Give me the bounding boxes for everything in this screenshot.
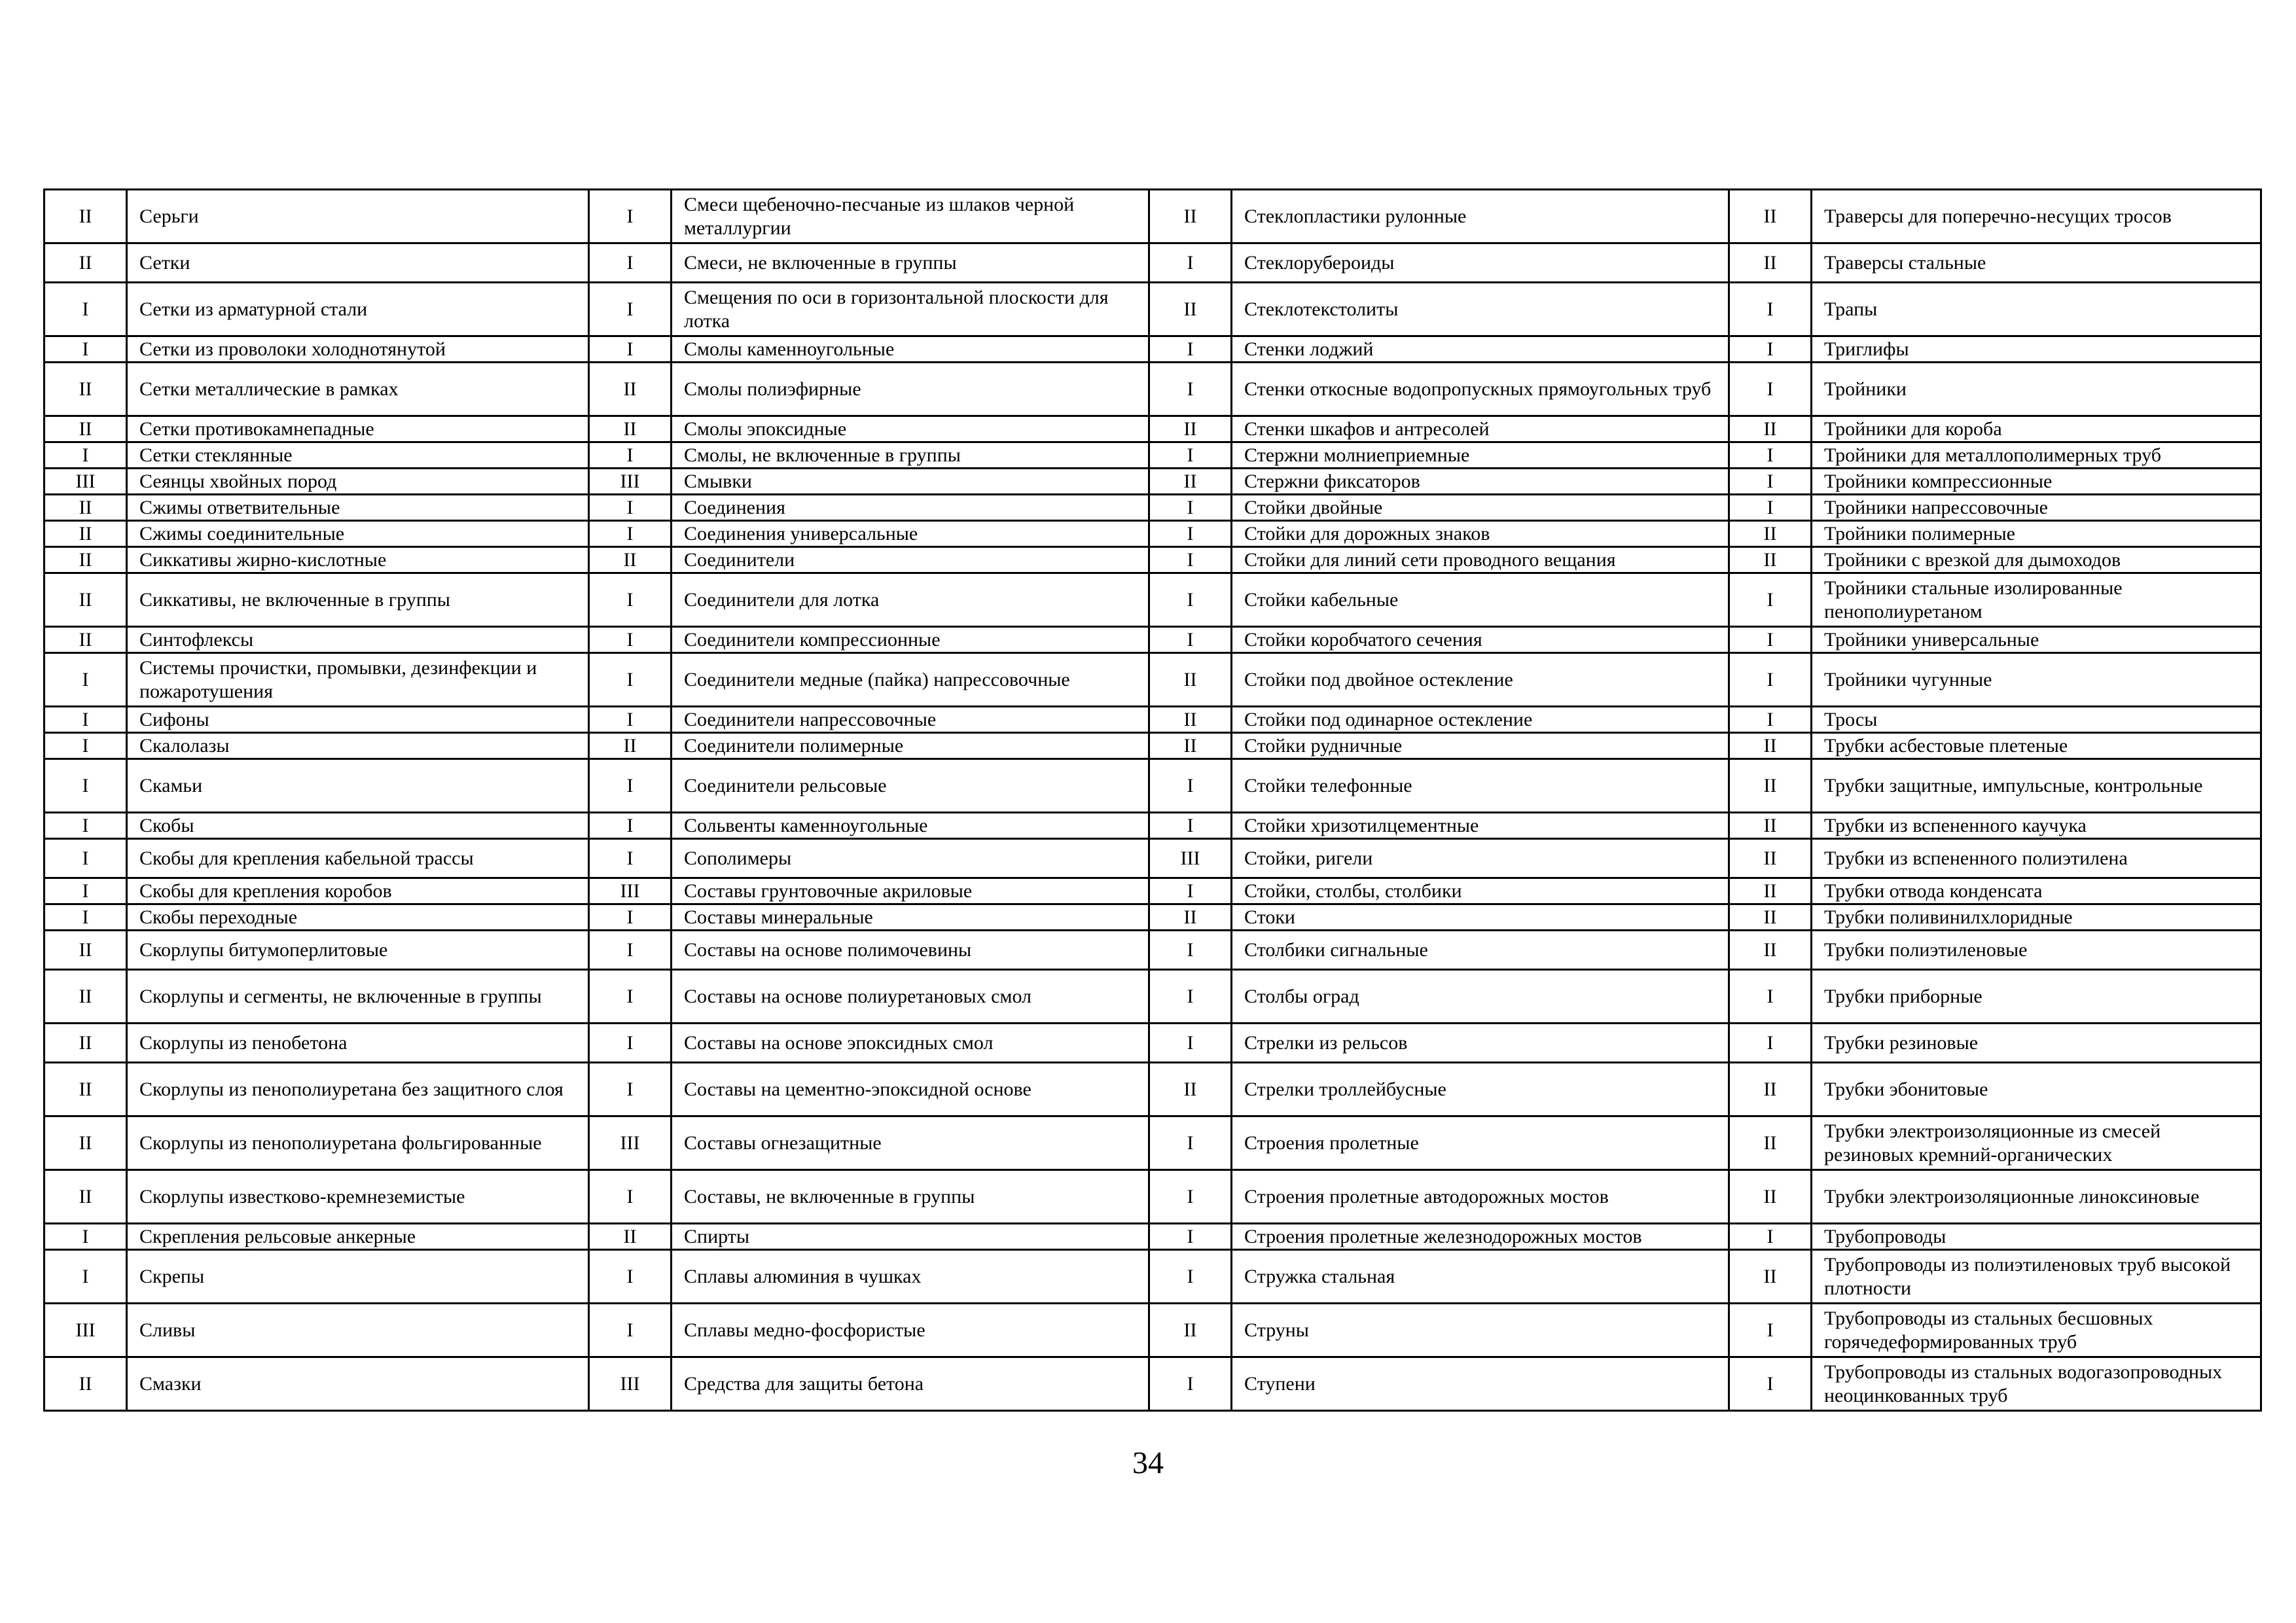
class-cell: I	[1729, 573, 1812, 627]
material-name-cell: Скобы переходные	[127, 904, 589, 931]
class-cell: I	[1149, 878, 1232, 904]
class-cell: II	[1149, 469, 1232, 495]
class-cell: I	[45, 1224, 127, 1250]
material-name-cell: Струны	[1232, 1304, 1729, 1357]
material-name-cell: Трубки из вспененного каучука	[1812, 813, 2261, 839]
material-name-cell: Серьги	[127, 190, 589, 243]
class-cell: I	[589, 573, 672, 627]
material-name-cell: Скорлупы из пенополиуретана без защитного слоя	[127, 1063, 589, 1116]
material-name-cell: Соединения	[672, 495, 1149, 521]
table-row	[45, 1250, 2261, 1304]
class-cell: I	[589, 336, 672, 363]
material-name-cell: Составы на основе полиуретановых смол	[672, 970, 1149, 1024]
class-cell: II	[1729, 813, 1812, 839]
material-name-cell: Траверсы для поперечно-несущих тросов	[1812, 190, 2261, 243]
class-cell: III	[45, 469, 127, 495]
material-name-cell: Трубки отвода конденсата	[1812, 878, 2261, 904]
material-name-cell: Смеси щебеночно-песчаные из шлаков черной металлургии	[672, 190, 1149, 243]
material-name-cell: Скобы для крепления кабельной трассы	[127, 839, 589, 878]
material-name-cell: Скорлупы известково-кремнеземистые	[127, 1170, 589, 1224]
table-row	[45, 653, 2261, 707]
material-name-cell: Сетки стеклянные	[127, 442, 589, 469]
class-cell: I	[589, 970, 672, 1024]
material-name-cell: Тройники компрессионные	[1812, 469, 2261, 495]
table-row	[45, 1063, 2261, 1116]
table-row	[45, 416, 2261, 442]
material-name-cell: Трубопроводы из полиэтиленовых труб высокой плотности	[1812, 1250, 2261, 1304]
class-cell: II	[45, 1357, 127, 1411]
material-name-cell: Сеянцы хвойных пород	[127, 469, 589, 495]
material-name-cell: Тройники полимерные	[1812, 521, 2261, 547]
class-cell: I	[1729, 970, 1812, 1024]
class-cell: III	[589, 1116, 672, 1170]
class-cell: I	[45, 336, 127, 363]
table-row	[45, 931, 2261, 970]
class-cell: II	[45, 495, 127, 521]
material-name-cell: Скобы	[127, 813, 589, 839]
material-name-cell: Стрелки троллейбусные	[1232, 1063, 1729, 1116]
material-name-cell: Трубки защитные, импульсные, контрольные	[1812, 759, 2261, 813]
table-row	[45, 1357, 2261, 1411]
material-name-cell: Смеси, не включенные в группы	[672, 243, 1149, 283]
class-cell: I	[1149, 813, 1232, 839]
material-name-cell: Ступени	[1232, 1357, 1729, 1411]
material-name-cell: Сиккативы жирно-кислотные	[127, 547, 589, 573]
page-number: 34	[1132, 1446, 1164, 1480]
table-row	[45, 283, 2261, 336]
class-cell: II	[1729, 190, 1812, 243]
class-cell: II	[1729, 416, 1812, 442]
material-name-cell: Столбы оград	[1232, 970, 1729, 1024]
material-name-cell: Сжимы ответвительные	[127, 495, 589, 521]
material-name-cell: Сетки металлические в рамках	[127, 363, 589, 416]
class-cell: I	[45, 1250, 127, 1304]
material-name-cell: Соединители рельсовые	[672, 759, 1149, 813]
material-name-cell: Стеклорубероиды	[1232, 243, 1729, 283]
material-name-cell: Составы на основе полимочевины	[672, 931, 1149, 970]
class-cell: I	[45, 839, 127, 878]
class-cell: II	[1729, 839, 1812, 878]
class-cell: II	[1149, 707, 1232, 733]
class-cell: I	[45, 442, 127, 469]
class-cell: II	[45, 190, 127, 243]
table-row	[45, 759, 2261, 813]
material-name-cell: Стенки лоджий	[1232, 336, 1729, 363]
material-name-cell: Составы огнезащитные	[672, 1116, 1149, 1170]
material-name-cell: Стойки, столбы, столбики	[1232, 878, 1729, 904]
material-name-cell: Стойки под одинарное остекление	[1232, 707, 1729, 733]
material-name-cell: Трубки асбестовые плетеные	[1812, 733, 2261, 759]
class-cell: III	[45, 1304, 127, 1357]
material-name-cell: Стойки для линий сети проводного вещания	[1232, 547, 1729, 573]
material-name-cell: Стойки коробчатого сечения	[1232, 627, 1729, 653]
material-name-cell: Составы минеральные	[672, 904, 1149, 931]
material-name-cell: Строения пролетные	[1232, 1116, 1729, 1170]
material-name-cell: Трубопроводы	[1812, 1224, 2261, 1250]
class-cell: I	[589, 759, 672, 813]
class-cell: I	[45, 283, 127, 336]
class-cell: II	[1729, 878, 1812, 904]
material-name-cell: Трубки электроизоляционные из смесей резиновых кремний-органических	[1812, 1116, 2261, 1170]
class-cell: I	[1729, 469, 1812, 495]
material-name-cell: Скобы для крепления коробов	[127, 878, 589, 904]
material-name-cell: Сливы	[127, 1304, 589, 1357]
material-name-cell: Сетки	[127, 243, 589, 283]
material-name-cell: Сетки противокамнепадные	[127, 416, 589, 442]
class-cell: I	[589, 521, 672, 547]
material-name-cell: Трапы	[1812, 283, 2261, 336]
table-row	[45, 573, 2261, 627]
material-name-cell: Скорлупы из пенобетона	[127, 1024, 589, 1063]
class-cell: II	[1149, 283, 1232, 336]
class-cell: II	[1149, 416, 1232, 442]
material-name-cell: Скрепления рельсовые анкерные	[127, 1224, 589, 1250]
class-cell: II	[45, 931, 127, 970]
class-cell: II	[1149, 1304, 1232, 1357]
material-name-cell: Тройники стальные изолированные пенополиуретаном	[1812, 573, 2261, 627]
material-name-cell: Трубки приборные	[1812, 970, 2261, 1024]
class-cell: II	[1729, 1250, 1812, 1304]
table-row	[45, 363, 2261, 416]
material-name-cell: Сжимы соединительные	[127, 521, 589, 547]
material-name-cell: Стрелки из рельсов	[1232, 1024, 1729, 1063]
class-cell: I	[589, 931, 672, 970]
material-name-cell: Сифоны	[127, 707, 589, 733]
material-name-cell: Трубки полиэтиленовые	[1812, 931, 2261, 970]
material-name-cell: Строения пролетные железнодорожных мостов	[1232, 1224, 1729, 1250]
class-cell: II	[1729, 547, 1812, 573]
class-cell: I	[1149, 1170, 1232, 1224]
material-name-cell: Скалолазы	[127, 733, 589, 759]
class-cell: III	[589, 1357, 672, 1411]
class-cell: I	[589, 190, 672, 243]
material-name-cell: Тросы	[1812, 707, 2261, 733]
table-row	[45, 878, 2261, 904]
material-name-cell: Соединения универсальные	[672, 521, 1149, 547]
material-name-cell: Средства для защиты бетона	[672, 1357, 1149, 1411]
class-cell: I	[589, 653, 672, 707]
class-cell: I	[1729, 442, 1812, 469]
class-cell: I	[1729, 336, 1812, 363]
class-cell: III	[589, 469, 672, 495]
material-name-cell: Скорлупы из пенополиуретана фольгированные	[127, 1116, 589, 1170]
class-cell: I	[1149, 336, 1232, 363]
class-cell: I	[1149, 970, 1232, 1024]
material-name-cell: Скамьи	[127, 759, 589, 813]
class-cell: II	[1729, 1063, 1812, 1116]
class-cell: II	[589, 733, 672, 759]
material-name-cell: Скрепы	[127, 1250, 589, 1304]
class-cell: I	[1729, 627, 1812, 653]
material-name-cell: Соединители медные (пайка) напрессовочные	[672, 653, 1149, 707]
material-name-cell: Трубки из вспененного полиэтилена	[1812, 839, 2261, 878]
class-cell: I	[1149, 363, 1232, 416]
class-cell: I	[589, 1024, 672, 1063]
material-name-cell: Соединители для лотка	[672, 573, 1149, 627]
material-name-cell: Соединители полимерные	[672, 733, 1149, 759]
class-cell: II	[45, 1116, 127, 1170]
material-name-cell: Стержни фиксаторов	[1232, 469, 1729, 495]
material-name-cell: Трубки эбонитовые	[1812, 1063, 2261, 1116]
class-cell: II	[45, 416, 127, 442]
class-cell: I	[1149, 627, 1232, 653]
material-name-cell: Трубопроводы из стальных водогазопроводных неоцинкованных труб	[1812, 1357, 2261, 1411]
material-name-cell: Составы на цементно-эпоксидной основе	[672, 1063, 1149, 1116]
class-cell: II	[589, 363, 672, 416]
material-name-cell: Стойки под двойное остекление	[1232, 653, 1729, 707]
class-cell: II	[1729, 931, 1812, 970]
table-row	[45, 707, 2261, 733]
class-cell: II	[45, 521, 127, 547]
material-name-cell: Сольвенты каменноугольные	[672, 813, 1149, 839]
material-name-cell: Скорлупы и сегменты, не включенные в группы	[127, 970, 589, 1024]
class-cell: I	[1729, 653, 1812, 707]
class-cell: I	[1149, 1024, 1232, 1063]
material-name-cell: Сетки из арматурной стали	[127, 283, 589, 336]
class-cell: I	[1149, 442, 1232, 469]
material-name-cell: Строения пролетные автодорожных мостов	[1232, 1170, 1729, 1224]
class-cell: II	[1149, 653, 1232, 707]
material-name-cell: Стеклопластики рулонные	[1232, 190, 1729, 243]
table-body	[45, 190, 2261, 1411]
class-cell: II	[1729, 243, 1812, 283]
table-row	[45, 336, 2261, 363]
table-row	[45, 469, 2261, 495]
class-cell: I	[589, 813, 672, 839]
table-row	[45, 1170, 2261, 1224]
class-cell: I	[1729, 1224, 1812, 1250]
class-cell: I	[45, 904, 127, 931]
class-cell: I	[45, 878, 127, 904]
class-cell: I	[1149, 759, 1232, 813]
class-cell: II	[45, 970, 127, 1024]
class-cell: I	[589, 1063, 672, 1116]
class-cell: II	[1729, 1170, 1812, 1224]
class-cell: I	[45, 707, 127, 733]
class-cell: III	[1149, 839, 1232, 878]
material-name-cell: Смещения по оси в горизонтальной плоскости для лотка	[672, 283, 1149, 336]
material-name-cell: Трубки поливинилхлоридные	[1812, 904, 2261, 931]
class-cell: I	[589, 839, 672, 878]
material-name-cell: Тройники для короба	[1812, 416, 2261, 442]
class-cell: II	[1149, 904, 1232, 931]
material-name-cell: Траверсы стальные	[1812, 243, 2261, 283]
material-name-cell: Тройники чугунные	[1812, 653, 2261, 707]
material-name-cell: Стенки шкафов и антресолей	[1232, 416, 1729, 442]
class-cell: I	[1729, 283, 1812, 336]
material-name-cell: Сетки из проволоки холоднотянутой	[127, 336, 589, 363]
material-name-cell: Стойки хризотилцементные	[1232, 813, 1729, 839]
table-row	[45, 813, 2261, 839]
class-cell: I	[1149, 573, 1232, 627]
class-cell: II	[45, 547, 127, 573]
class-cell: II	[45, 243, 127, 283]
material-name-cell: Стержни молниеприемные	[1232, 442, 1729, 469]
table-row	[45, 733, 2261, 759]
class-cell: I	[1149, 1357, 1232, 1411]
table-row	[45, 1224, 2261, 1250]
class-cell: I	[1149, 931, 1232, 970]
class-cell: II	[589, 1224, 672, 1250]
class-cell: II	[1149, 1063, 1232, 1116]
material-name-cell: Стойки кабельные	[1232, 573, 1729, 627]
class-cell: II	[1729, 904, 1812, 931]
class-cell: I	[1149, 547, 1232, 573]
class-cell: I	[1149, 521, 1232, 547]
class-cell: II	[45, 573, 127, 627]
table-row	[45, 547, 2261, 573]
material-name-cell: Сплавы медно-фосфористые	[672, 1304, 1149, 1357]
table-row	[45, 1116, 2261, 1170]
material-name-cell: Спирты	[672, 1224, 1149, 1250]
class-cell: II	[1729, 521, 1812, 547]
class-cell: I	[589, 904, 672, 931]
class-cell: I	[589, 442, 672, 469]
class-cell: II	[45, 627, 127, 653]
class-cell: I	[589, 627, 672, 653]
table-row	[45, 1024, 2261, 1063]
material-name-cell: Сополимеры	[672, 839, 1149, 878]
material-name-cell: Трубопроводы из стальных бесшовных горячедеформированных труб	[1812, 1304, 2261, 1357]
class-cell: I	[589, 1170, 672, 1224]
table-row	[45, 970, 2261, 1024]
material-name-cell: Триглифы	[1812, 336, 2261, 363]
class-cell: I	[1149, 495, 1232, 521]
material-name-cell: Стойки телефонные	[1232, 759, 1729, 813]
table-row	[45, 190, 2261, 243]
class-cell: I	[1729, 707, 1812, 733]
class-cell: I	[589, 495, 672, 521]
material-name-cell: Тройники универсальные	[1812, 627, 2261, 653]
class-cell: I	[1729, 1304, 1812, 1357]
table-row	[45, 839, 2261, 878]
classification-table	[43, 188, 2262, 1412]
table-row	[45, 495, 2261, 521]
class-cell: I	[589, 283, 672, 336]
material-name-cell: Стеклотекстолиты	[1232, 283, 1729, 336]
class-cell: I	[45, 653, 127, 707]
material-name-cell: Составы на основе эпоксидных смол	[672, 1024, 1149, 1063]
class-cell: II	[45, 1170, 127, 1224]
material-name-cell: Стойки, ригели	[1232, 839, 1729, 878]
material-name-cell: Стенки откосные водопропускных прямоугольных труб	[1232, 363, 1729, 416]
material-name-cell: Сплавы алюминия в чушках	[672, 1250, 1149, 1304]
material-name-cell: Смывки	[672, 469, 1149, 495]
material-name-cell: Тройники с врезкой для дымоходов	[1812, 547, 2261, 573]
class-cell: II	[1729, 759, 1812, 813]
material-name-cell: Синтофлексы	[127, 627, 589, 653]
material-name-cell: Составы грунтовочные акриловые	[672, 878, 1149, 904]
material-name-cell: Соединители компрессионные	[672, 627, 1149, 653]
class-cell: I	[45, 759, 127, 813]
material-name-cell: Соединители напрессовочные	[672, 707, 1149, 733]
class-cell: II	[589, 416, 672, 442]
material-name-cell: Стружка стальная	[1232, 1250, 1729, 1304]
material-name-cell: Стойки двойные	[1232, 495, 1729, 521]
material-name-cell: Стойки рудничные	[1232, 733, 1729, 759]
class-cell: II	[1149, 733, 1232, 759]
class-cell: II	[45, 1063, 127, 1116]
class-cell: II	[45, 1024, 127, 1063]
material-name-cell: Смолы каменноугольные	[672, 336, 1149, 363]
table-row	[45, 442, 2261, 469]
material-name-cell: Тройники напрессовочные	[1812, 495, 2261, 521]
table-row	[45, 627, 2261, 653]
class-cell: I	[1729, 1024, 1812, 1063]
class-cell: I	[45, 813, 127, 839]
class-cell: I	[1149, 1250, 1232, 1304]
class-cell: I	[1149, 1116, 1232, 1170]
material-name-cell: Столбики сигнальные	[1232, 931, 1729, 970]
table-row	[45, 521, 2261, 547]
material-name-cell: Скорлупы битумоперлитовые	[127, 931, 589, 970]
material-name-cell: Тройники	[1812, 363, 2261, 416]
material-name-cell: Трубки электроизоляционные линоксиновые	[1812, 1170, 2261, 1224]
material-name-cell: Смолы, не включенные в группы	[672, 442, 1149, 469]
material-name-cell: Стоки	[1232, 904, 1729, 931]
class-cell: II	[1729, 733, 1812, 759]
material-name-cell: Сиккативы, не включенные в группы	[127, 573, 589, 627]
class-cell: I	[1149, 1224, 1232, 1250]
class-cell: II	[589, 547, 672, 573]
material-name-cell: Составы, не включенные в группы	[672, 1170, 1149, 1224]
table-row	[45, 243, 2261, 283]
class-cell: I	[1729, 1357, 1812, 1411]
material-name-cell: Системы прочистки, промывки, дезинфекции и пожаротушения	[127, 653, 589, 707]
class-cell: II	[1729, 1116, 1812, 1170]
class-cell: I	[1149, 243, 1232, 283]
table-row	[45, 1304, 2261, 1357]
class-cell: I	[589, 1250, 672, 1304]
class-cell: I	[1729, 495, 1812, 521]
table-row	[45, 904, 2261, 931]
material-name-cell: Тройники для металлополимерных труб	[1812, 442, 2261, 469]
class-cell: III	[589, 878, 672, 904]
class-cell: I	[589, 707, 672, 733]
class-cell: II	[1149, 190, 1232, 243]
class-cell: I	[45, 733, 127, 759]
material-name-cell: Смолы эпоксидные	[672, 416, 1149, 442]
class-cell: I	[589, 243, 672, 283]
material-name-cell: Соединители	[672, 547, 1149, 573]
material-name-cell: Стойки для дорожных знаков	[1232, 521, 1729, 547]
material-name-cell: Смолы полиэфирные	[672, 363, 1149, 416]
material-name-cell: Трубки резиновые	[1812, 1024, 2261, 1063]
material-name-cell: Смазки	[127, 1357, 589, 1411]
class-cell: I	[589, 1304, 672, 1357]
class-cell: I	[1729, 363, 1812, 416]
class-cell: II	[45, 363, 127, 416]
